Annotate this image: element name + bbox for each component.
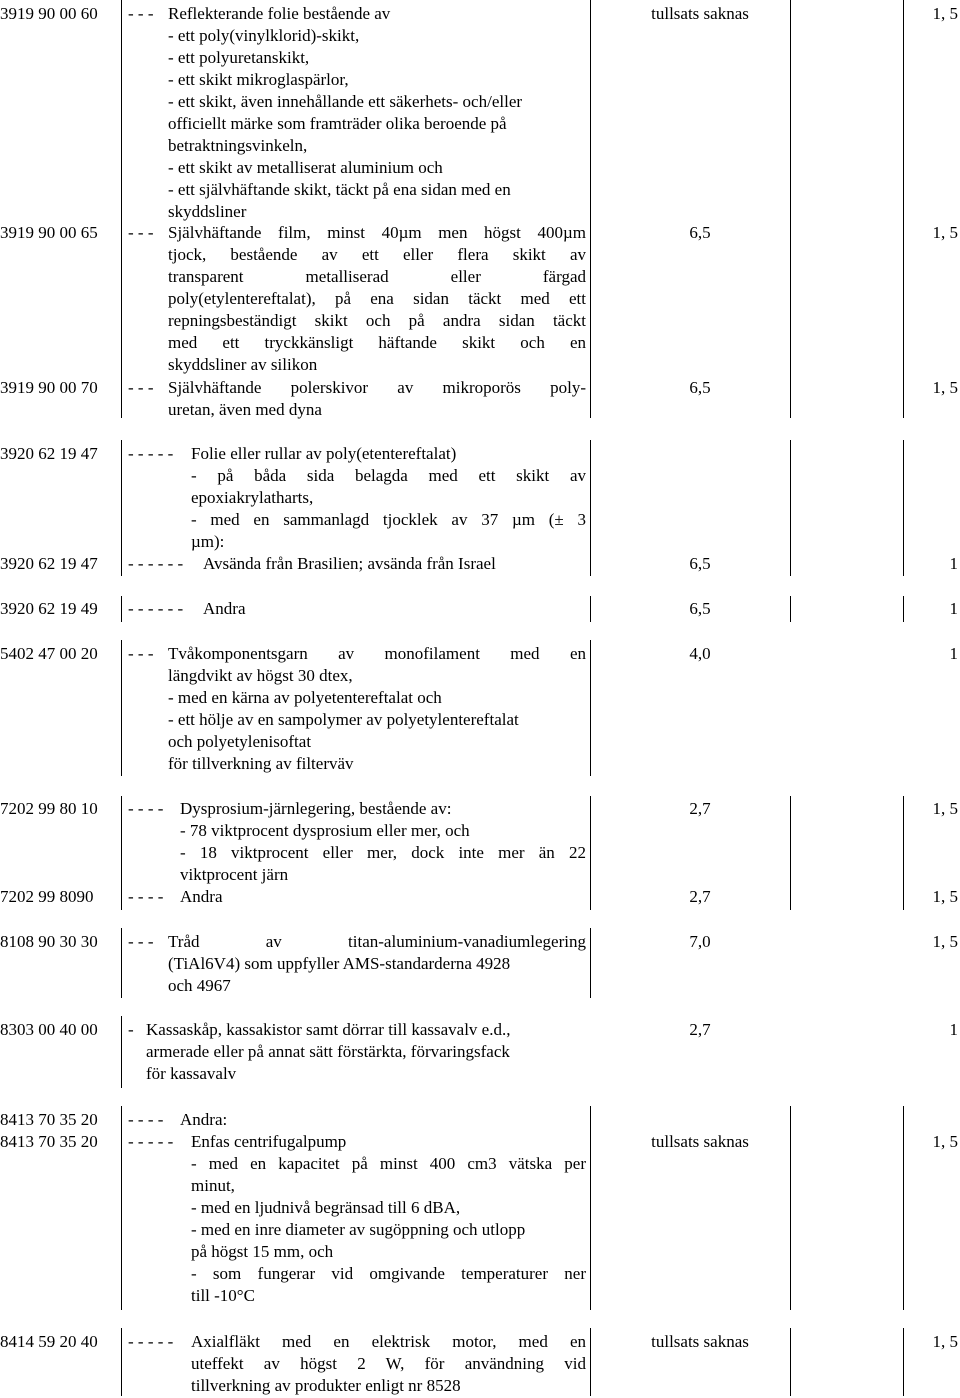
indent-dashes: - - - - - (128, 1332, 174, 1351)
description-line: med ett tryckkänsligt häftande skikt och en (168, 333, 586, 352)
description-line: - ett skikt, även innehållande ett säkerhets- och/eller (168, 92, 523, 111)
duty-rate: 4,0 (689, 644, 711, 663)
duty-rate: 7,0 (689, 932, 711, 951)
description (128, 1331, 586, 1397)
column-separator (590, 640, 591, 776)
description (128, 443, 586, 553)
note-ref: 1 (949, 599, 958, 618)
indent-dashes: - - - (128, 644, 154, 663)
tariff-code: 8414 59 20 40 (0, 1332, 98, 1351)
column-separator (903, 0, 904, 418)
indent-dashes: - - - - (128, 887, 164, 906)
column-separator (790, 0, 791, 418)
description-line: - ett hölje av en sampolymer av polyetylentereftalat (168, 710, 519, 729)
description-line: - med en kärna av polyetentereftalat och (168, 688, 442, 707)
column-separator (590, 1106, 591, 1310)
description (128, 643, 586, 775)
duty-rate: 6,5 (689, 378, 711, 397)
note-ref: 1 (949, 1020, 958, 1039)
description-line: - som fungerar vid omgivande temperaturer ner (191, 1264, 586, 1283)
description-line: - ett polyuretanskikt, (168, 48, 310, 67)
description-line: epoxiakrylatharts, (191, 488, 314, 507)
tariff-code: 3920 62 19 47 (0, 554, 98, 573)
note-ref: 1, 5 (932, 932, 958, 951)
description-line: - 18 viktprocent eller mer, dock inte mer än 22 (180, 843, 586, 862)
description-line: poly(etylentereftalat), på ena sidan täckt med ett (168, 289, 586, 308)
column-separator (121, 0, 122, 418)
description-line: Självhäftande film, minst 40µm men högst 400µm (168, 223, 586, 242)
description-line: Tråd av titan-aluminium-vanadiumlegering (168, 932, 586, 951)
description-line: Dysprosium-järnlegering, bestående av: (180, 799, 452, 818)
description (128, 553, 586, 575)
column-separator (590, 928, 591, 998)
tariff-code: 8413 70 35 20 (0, 1132, 98, 1151)
indent-dashes: - - - (128, 223, 154, 242)
description-line: Reflekterande folie bestående av (168, 4, 391, 23)
description-line: - med en kapacitet på minst 400 cm3 vätska per (191, 1154, 586, 1173)
description-line: viktprocent järn (180, 865, 289, 884)
description-line: uteffekt av högst 2 W, för användning vid (191, 1354, 586, 1373)
tariff-code: 3919 90 00 60 (0, 4, 98, 23)
indent-dashes: - - - (128, 378, 154, 397)
description-line: transparent metalliserad eller färgad (168, 267, 586, 286)
indent-dashes: - - - (128, 932, 154, 951)
description-line: (TiAl6V4) som uppfyller AMS-standarderna 4928 (168, 954, 511, 973)
column-separator (790, 1328, 791, 1396)
tariff-code: 8108 90 30 30 (0, 932, 98, 951)
note-ref: 1, 5 (932, 223, 958, 242)
column-separator (790, 440, 791, 576)
duty-rate: 6,5 (689, 554, 711, 573)
column-separator (121, 640, 122, 776)
description (128, 1019, 586, 1085)
description-line: skyddsliner (168, 202, 247, 221)
duty-rate: 2,7 (689, 1020, 711, 1039)
description-line: på högst 15 mm, och (191, 1242, 334, 1261)
note-ref: 1 (949, 644, 958, 663)
description (128, 886, 586, 908)
column-separator (590, 596, 591, 622)
description-line: skyddsliner av silikon (168, 355, 318, 374)
description-line: för kassavalv (146, 1064, 237, 1083)
column-separator (590, 0, 591, 418)
column-separator (121, 1016, 122, 1088)
description-line: betraktningsvinkeln, (168, 136, 308, 155)
description (128, 1109, 586, 1131)
indent-dashes: - - - - - (128, 444, 174, 463)
column-separator (121, 928, 122, 998)
duty-rate: 2,7 (689, 799, 711, 818)
description-line: längdvikt av högst 30 dtex, (168, 666, 353, 685)
column-separator (903, 440, 904, 576)
note-ref: 1, 5 (932, 1132, 958, 1151)
description-line: - ett skikt mikroglaspärlor, (168, 70, 349, 89)
description-line: minut, (191, 1176, 235, 1195)
description-line: Enfas centrifugalpump (191, 1132, 347, 1151)
description (128, 598, 586, 620)
note-ref: 1, 5 (932, 378, 958, 397)
description-line: Andra: (180, 1110, 228, 1129)
description-line: - ett självhäftande skikt, täckt på ena sidan med en (168, 180, 511, 199)
description-line: - med en ljudnivå begränsad till 6 dBA, (191, 1198, 461, 1217)
description (128, 222, 586, 376)
note-ref: 1 (949, 554, 958, 573)
column-separator (121, 796, 122, 910)
note-ref: 1, 5 (932, 887, 958, 906)
duty-rate: tullsats saknas (651, 1132, 749, 1151)
description-line: Kassaskåp, kassakistor samt dörrar till kassavalv e.d., (146, 1020, 511, 1039)
column-separator (790, 1106, 791, 1310)
description-line: Självhäftande polerskivor av mikroporös poly- (168, 378, 586, 397)
tariff-code: 8413 70 35 20 (0, 1110, 98, 1129)
indent-dashes: - - - - (128, 799, 164, 818)
duty-rate: 2,7 (689, 887, 711, 906)
description-line: µm): (191, 532, 225, 551)
note-ref: 1, 5 (932, 4, 958, 23)
duty-rate: 6,5 (689, 223, 711, 242)
column-separator (590, 796, 591, 910)
duty-rate: tullsats saknas (651, 4, 749, 23)
column-separator (121, 1328, 122, 1396)
tariff-code: 7202 99 8090 (0, 887, 94, 906)
description-line: armerade eller på annat sätt förstärkta, förvaringsfack (146, 1042, 510, 1061)
description (128, 798, 586, 886)
tariff-code: 3920 62 19 47 (0, 444, 98, 463)
description-line: uretan, även med dyna (168, 400, 322, 419)
column-separator (790, 796, 791, 910)
description (128, 3, 586, 223)
tariff-code: 8303 00 40 00 (0, 1020, 98, 1039)
description-line: repningsbeständigt skikt och på andra sidan täckt (168, 311, 586, 330)
description-line: Avsända från Brasilien; avsända från Israel (203, 554, 496, 573)
duty-rate: tullsats saknas (651, 1332, 749, 1351)
description-line: - med en sammanlagd tjocklek av 37 µm (± 3 (191, 510, 586, 529)
description-line: Folie eller rullar av poly(etentereftalat) (191, 444, 457, 463)
column-separator (903, 1328, 904, 1396)
tariff-code: 3919 90 00 70 (0, 378, 98, 397)
note-ref: 1, 5 (932, 799, 958, 818)
duty-rate: 6,5 (689, 599, 711, 618)
description-line: officiellt märke som framträder olika beroende på (168, 114, 507, 133)
indent-dashes: - - - (128, 4, 154, 23)
description-line: - med en inre diameter av sugöppning och utlopp (191, 1220, 526, 1239)
description-line: Andra (180, 887, 223, 906)
description (128, 377, 586, 421)
column-separator (121, 596, 122, 622)
description-line: - ett poly(vinylklorid)-skikt, (168, 26, 360, 45)
tariff-code: 5402 47 00 20 (0, 644, 98, 663)
tariff-code: 3919 90 00 65 (0, 223, 98, 242)
column-separator (590, 440, 591, 576)
description-line: - på båda sida belagda med ett skikt av (191, 466, 586, 485)
column-separator (903, 596, 904, 622)
description-line: Axialfläkt med en elektrisk motor, med en (191, 1332, 586, 1351)
column-separator (590, 1328, 591, 1396)
indent-dashes: - (128, 1020, 134, 1039)
indent-dashes: - - - - - - (128, 599, 184, 618)
tariff-code: 7202 99 80 10 (0, 799, 98, 818)
indent-dashes: - - - - (128, 1110, 164, 1129)
description-line: till -10°C (191, 1286, 255, 1305)
column-separator (790, 596, 791, 622)
description-line: Tvåkomponentsgarn av monofilament med en (168, 644, 586, 663)
description-line: tjock, bestående av ett eller flera skikt av (168, 245, 586, 264)
column-separator (121, 1106, 122, 1310)
tariff-code: 3920 62 19 49 (0, 599, 98, 618)
description (128, 931, 586, 997)
description-line: Andra (203, 599, 246, 618)
description-line: för tillverkning av filterväv (168, 754, 354, 773)
description-line: - 78 viktprocent dysprosium eller mer, och (180, 821, 470, 840)
column-separator (903, 796, 904, 910)
description-line: tillverkning av produkter enligt nr 8528 (191, 1376, 461, 1395)
description-line: och polyetylenisoftat (168, 732, 312, 751)
description-line: och 4967 (168, 976, 231, 995)
description (128, 1131, 586, 1307)
column-separator (121, 440, 122, 576)
description-line: - ett skikt av metalliserat aluminium och (168, 158, 443, 177)
column-separator (903, 1106, 904, 1310)
note-ref: 1, 5 (932, 1332, 958, 1351)
indent-dashes: - - - - - (128, 1132, 174, 1151)
indent-dashes: - - - - - - (128, 554, 184, 573)
